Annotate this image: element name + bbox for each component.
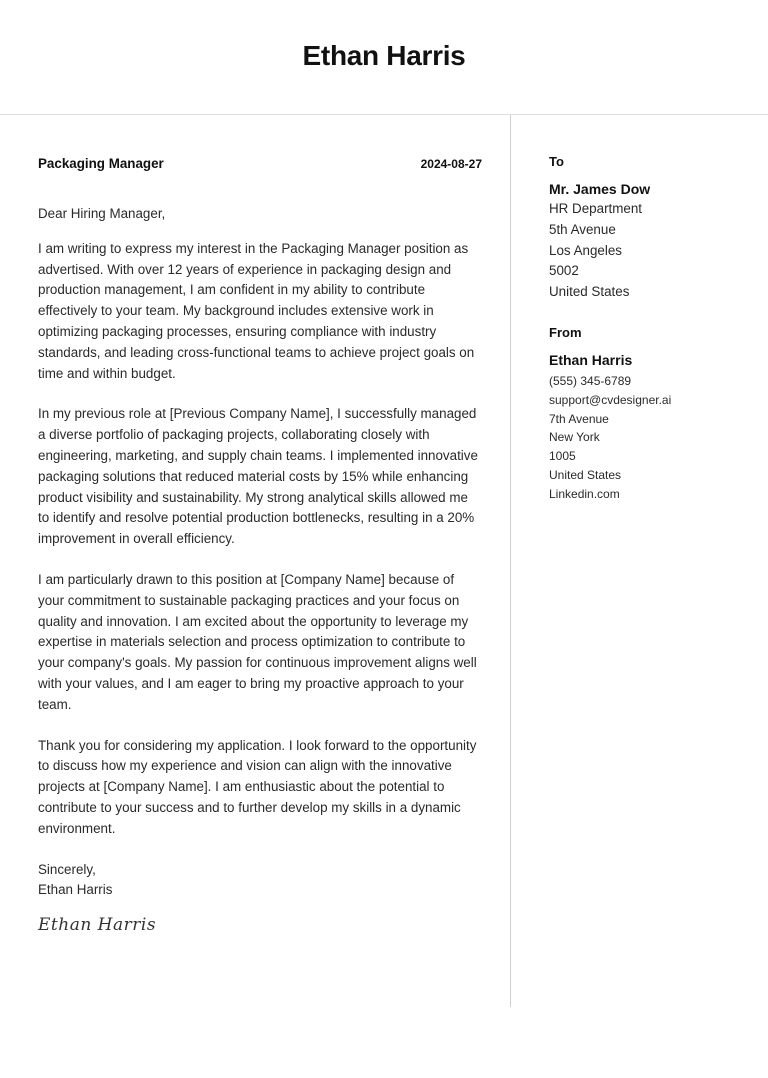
signature: Ethan Harris <box>38 915 157 936</box>
recipient-line: 5002 <box>549 263 579 279</box>
paragraph: I am particularly drawn to this position at [Company Name] because of your commitment to sustainable packaging practices and your focus on quality and innovation. I am excited about the opportunity to leverage my expertise in materials selection and process optimization to contribute to your company's goals. My passion for continuous improvement aligns well with your values, and I am eager to bring my proactive approach to your team. <box>38 571 477 712</box>
recipient-name: Mr. James Dow <box>549 181 651 197</box>
greeting: Dear Hiring Manager, <box>38 206 166 221</box>
applicant-name: Ethan Harris <box>302 40 466 71</box>
sender-country: United States <box>549 467 622 482</box>
letter-body <box>38 154 482 936</box>
job-title: Packaging Manager <box>38 156 164 171</box>
sidebar <box>549 154 749 504</box>
sender-phone: (555) 345-6789 <box>549 373 632 388</box>
recipient-line: HR Department <box>549 201 643 216</box>
sender-heading: From <box>549 324 582 340</box>
signer-name: Ethan Harris <box>38 882 113 898</box>
paragraph: I am writing to express my interest in the Packaging Manager position as advertised. With over 12 years of experience in packaging design and production management, I am confident in my ability to contribute effectively to your team. My background includes extensive work in optimizing packaging processes, ensuring compliance with industry standards, and leading cross-functional teams to achieve project goals on time and within budget. <box>38 240 475 381</box>
recipient-heading: To <box>549 154 564 169</box>
recipient-line: 5th Avenue <box>549 221 616 237</box>
job-row <box>38 154 482 174</box>
recipient-line: United States <box>549 284 630 300</box>
recipient-block <box>549 154 749 303</box>
sender-linkedin: Linkedin.com <box>549 486 620 501</box>
page-header <box>0 0 768 115</box>
paragraph: In my previous role at [Previous Company Name], I successfully managed a diverse portfolio of packaging projects, collaborating closely with engineering, marketing, and supply chain teams. I implemented innovative packaging solutions that reduced material costs by 15% while enhancing product visibility and sustainability. My strong analytical skills allowed me to identify and resolve potential production bottlenecks, resulting in a 20% improvement in overall efficiency. <box>38 406 478 547</box>
sender-postcode: 1005 <box>549 449 576 464</box>
sender-email: support@cvdesigner.ai <box>549 392 672 407</box>
sender-name: Ethan Harris <box>549 351 633 368</box>
sender-city: New York <box>549 430 600 445</box>
closing: Sincerely, <box>38 861 96 877</box>
sender-block <box>549 325 749 504</box>
letter-date: 2024-08-27 <box>420 157 482 171</box>
sender-street: 7th Avenue <box>549 411 609 426</box>
paragraph: Thank you for considering my application. I look forward to the opportunity to discuss how my experience and vision can align with the innovative projects at [Company Name]. I am enthusiastic about the potential to contribute to your success and to further develop my skills in a dynamic environment. <box>38 737 477 836</box>
recipient-line: Los Angeles <box>549 242 622 258</box>
column-divider <box>510 115 511 1007</box>
